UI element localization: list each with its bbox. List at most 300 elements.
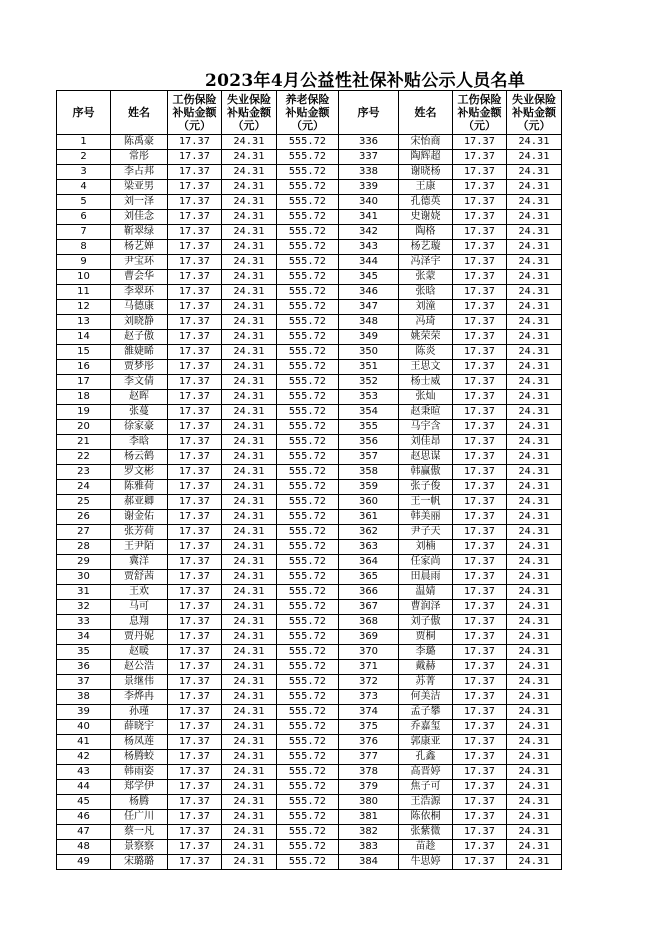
cell-unemployment: 24.31 bbox=[222, 555, 277, 570]
cell-name: 贾丹妮 bbox=[111, 630, 168, 645]
cell-injury: 17.37 bbox=[168, 735, 222, 750]
col-header-injury-line3: （元） bbox=[178, 119, 211, 132]
col-header-injury2-line3: （元） bbox=[463, 119, 496, 132]
cell-seq2: 358 bbox=[339, 465, 399, 480]
cell-name2: 尹子天 bbox=[399, 525, 453, 540]
cell-name2: 李璐 bbox=[399, 645, 453, 660]
cell-unemployment2: 24.31 bbox=[507, 210, 562, 225]
cell-name: 刘佳念 bbox=[111, 210, 168, 225]
cell-injury2: 17.37 bbox=[453, 525, 507, 540]
col-header-pension-line2: 补贴金额 bbox=[285, 106, 330, 119]
table-row bbox=[57, 405, 562, 420]
cell-name2: 郭康亚 bbox=[399, 735, 453, 750]
cell-name2: 孟子攀 bbox=[399, 705, 453, 720]
cell-name2: 田晨雨 bbox=[399, 570, 453, 585]
cell-unemployment: 24.31 bbox=[222, 270, 277, 285]
cell-injury2: 17.37 bbox=[453, 570, 507, 585]
cell-pension: 555.72 bbox=[277, 660, 339, 675]
cell-unemployment: 24.31 bbox=[222, 675, 277, 690]
table-row bbox=[57, 720, 562, 735]
cell-seq: 29 bbox=[57, 555, 111, 570]
cell-seq2: 357 bbox=[339, 450, 399, 465]
cell-pension: 555.72 bbox=[277, 150, 339, 165]
subsidy-table bbox=[56, 90, 562, 870]
cell-injury2: 17.37 bbox=[453, 600, 507, 615]
col-header-pension-line1: 养老保险 bbox=[285, 93, 330, 106]
cell-name: 贾梦彤 bbox=[111, 360, 168, 375]
cell-unemployment: 24.31 bbox=[222, 540, 277, 555]
cell-unemployment: 24.31 bbox=[222, 135, 277, 150]
cell-name: 杨腾蛟 bbox=[111, 750, 168, 765]
cell-pension: 555.72 bbox=[277, 765, 339, 780]
cell-name2: 张晗 bbox=[399, 285, 453, 300]
cell-unemployment2: 24.31 bbox=[507, 720, 562, 735]
cell-unemployment2: 24.31 bbox=[507, 780, 562, 795]
cell-name: 李烨冉 bbox=[111, 690, 168, 705]
col-header-name2: 姓名 bbox=[399, 91, 453, 135]
cell-unemployment2: 24.31 bbox=[507, 615, 562, 630]
cell-seq2: 339 bbox=[339, 180, 399, 195]
table-row bbox=[57, 510, 562, 525]
cell-unemployment: 24.31 bbox=[222, 645, 277, 660]
cell-name2: 刘楠 bbox=[399, 540, 453, 555]
table-row bbox=[57, 750, 562, 765]
cell-unemployment2: 24.31 bbox=[507, 840, 562, 855]
cell-unemployment2: 24.31 bbox=[507, 405, 562, 420]
cell-name: 雒婕睎 bbox=[111, 345, 168, 360]
cell-injury2: 17.37 bbox=[453, 195, 507, 210]
cell-name2: 刘潼 bbox=[399, 300, 453, 315]
cell-injury2: 17.37 bbox=[453, 240, 507, 255]
cell-seq2: 351 bbox=[339, 360, 399, 375]
table-row bbox=[57, 705, 562, 720]
cell-injury2: 17.37 bbox=[453, 765, 507, 780]
cell-seq2: 340 bbox=[339, 195, 399, 210]
cell-unemployment2: 24.31 bbox=[507, 450, 562, 465]
col-header-injury-line2: 补贴金额 bbox=[172, 106, 217, 119]
table-row bbox=[57, 330, 562, 345]
cell-name2: 张蒙 bbox=[399, 270, 453, 285]
table-row bbox=[57, 795, 562, 810]
cell-name2: 陈炎 bbox=[399, 345, 453, 360]
cell-name: 息翔 bbox=[111, 615, 168, 630]
cell-unemployment: 24.31 bbox=[222, 750, 277, 765]
col-header-seq2: 序号 bbox=[339, 91, 399, 135]
cell-injury: 17.37 bbox=[168, 210, 222, 225]
cell-seq2: 367 bbox=[339, 600, 399, 615]
table-row bbox=[57, 585, 562, 600]
cell-seq2: 348 bbox=[339, 315, 399, 330]
table-row bbox=[57, 135, 562, 150]
table-row bbox=[57, 285, 562, 300]
cell-seq: 47 bbox=[57, 825, 111, 840]
cell-seq2: 383 bbox=[339, 840, 399, 855]
cell-seq: 38 bbox=[57, 690, 111, 705]
cell-name2: 陶格 bbox=[399, 225, 453, 240]
document-title: 2023年4月公益性社保补贴公示人员名单 bbox=[205, 71, 526, 91]
cell-injury2: 17.37 bbox=[453, 630, 507, 645]
cell-unemployment: 24.31 bbox=[222, 225, 277, 240]
cell-injury: 17.37 bbox=[168, 720, 222, 735]
cell-name2: 刘佳昂 bbox=[399, 435, 453, 450]
cell-injury: 17.37 bbox=[168, 165, 222, 180]
cell-injury2: 17.37 bbox=[453, 780, 507, 795]
cell-unemployment: 24.31 bbox=[222, 300, 277, 315]
cell-name: 贾舒茜 bbox=[111, 570, 168, 585]
cell-seq: 36 bbox=[57, 660, 111, 675]
cell-injury2: 17.37 bbox=[453, 735, 507, 750]
cell-seq: 45 bbox=[57, 795, 111, 810]
cell-name: 赵子傲 bbox=[111, 330, 168, 345]
cell-unemployment2: 24.31 bbox=[507, 255, 562, 270]
cell-pension: 555.72 bbox=[277, 420, 339, 435]
cell-injury2: 17.37 bbox=[453, 405, 507, 420]
cell-injury2: 17.37 bbox=[453, 795, 507, 810]
cell-unemployment2: 24.31 bbox=[507, 750, 562, 765]
cell-pension: 555.72 bbox=[277, 540, 339, 555]
cell-name: 徐家豪 bbox=[111, 420, 168, 435]
cell-seq2: 338 bbox=[339, 165, 399, 180]
cell-pension: 555.72 bbox=[277, 195, 339, 210]
cell-name2: 任家尚 bbox=[399, 555, 453, 570]
cell-unemployment: 24.31 bbox=[222, 795, 277, 810]
cell-name: 孙瑾 bbox=[111, 705, 168, 720]
cell-name2: 高晋婷 bbox=[399, 765, 453, 780]
cell-injury2: 17.37 bbox=[453, 330, 507, 345]
table-row bbox=[57, 225, 562, 240]
cell-seq: 42 bbox=[57, 750, 111, 765]
cell-pension: 555.72 bbox=[277, 135, 339, 150]
cell-seq2: 360 bbox=[339, 495, 399, 510]
cell-seq: 48 bbox=[57, 840, 111, 855]
cell-name: 郑学伊 bbox=[111, 780, 168, 795]
cell-unemployment2: 24.31 bbox=[507, 270, 562, 285]
cell-pension: 555.72 bbox=[277, 555, 339, 570]
col-header-unemployment2-line2: 补贴金额 bbox=[512, 106, 556, 119]
cell-name2: 韩赢傲 bbox=[399, 465, 453, 480]
cell-seq2: 384 bbox=[339, 855, 399, 870]
col-header-seq: 序号 bbox=[57, 91, 111, 135]
cell-name2: 贾桐 bbox=[399, 630, 453, 645]
table-row bbox=[57, 480, 562, 495]
cell-name2: 冯琦 bbox=[399, 315, 453, 330]
cell-unemployment2: 24.31 bbox=[507, 645, 562, 660]
cell-injury2: 17.37 bbox=[453, 465, 507, 480]
table-row bbox=[57, 810, 562, 825]
cell-name: 杨云鹤 bbox=[111, 450, 168, 465]
cell-pension: 555.72 bbox=[277, 405, 339, 420]
cell-injury: 17.37 bbox=[168, 795, 222, 810]
cell-unemployment2: 24.31 bbox=[507, 630, 562, 645]
cell-pension: 555.72 bbox=[277, 270, 339, 285]
cell-injury: 17.37 bbox=[168, 855, 222, 870]
cell-unemployment: 24.31 bbox=[222, 210, 277, 225]
cell-injury: 17.37 bbox=[168, 645, 222, 660]
cell-unemployment: 24.31 bbox=[222, 570, 277, 585]
cell-name: 李翠环 bbox=[111, 285, 168, 300]
col-header-injury2-line1: 工伤保险 bbox=[457, 93, 502, 106]
cell-unemployment: 24.31 bbox=[222, 315, 277, 330]
cell-seq: 49 bbox=[57, 855, 111, 870]
cell-injury2: 17.37 bbox=[453, 375, 507, 390]
cell-seq2: 370 bbox=[339, 645, 399, 660]
cell-name: 杨凤莲 bbox=[111, 735, 168, 750]
cell-pension: 555.72 bbox=[277, 645, 339, 660]
cell-seq: 35 bbox=[57, 645, 111, 660]
cell-injury2: 17.37 bbox=[453, 825, 507, 840]
cell-unemployment: 24.31 bbox=[222, 720, 277, 735]
cell-seq2: 369 bbox=[339, 630, 399, 645]
cell-seq: 2 bbox=[57, 150, 111, 165]
cell-unemployment: 24.31 bbox=[222, 375, 277, 390]
cell-name: 杨艺婵 bbox=[111, 240, 168, 255]
cell-seq2: 374 bbox=[339, 705, 399, 720]
cell-pension: 555.72 bbox=[277, 630, 339, 645]
cell-unemployment: 24.31 bbox=[222, 600, 277, 615]
cell-unemployment2: 24.31 bbox=[507, 510, 562, 525]
cell-seq: 10 bbox=[57, 270, 111, 285]
cell-unemployment: 24.31 bbox=[222, 255, 277, 270]
cell-unemployment: 24.31 bbox=[222, 495, 277, 510]
cell-name2: 谢晓杨 bbox=[399, 165, 453, 180]
cell-name: 景察察 bbox=[111, 840, 168, 855]
cell-injury2: 17.37 bbox=[453, 720, 507, 735]
cell-seq2: 352 bbox=[339, 375, 399, 390]
table-row bbox=[57, 450, 562, 465]
cell-seq: 32 bbox=[57, 600, 111, 615]
cell-unemployment2: 24.31 bbox=[507, 330, 562, 345]
cell-seq2: 366 bbox=[339, 585, 399, 600]
cell-injury2: 17.37 bbox=[453, 810, 507, 825]
cell-unemployment: 24.31 bbox=[222, 465, 277, 480]
col-header-injury bbox=[168, 91, 222, 135]
cell-seq: 21 bbox=[57, 435, 111, 450]
cell-name: 赵晖 bbox=[111, 390, 168, 405]
cell-unemployment2: 24.31 bbox=[507, 315, 562, 330]
cell-unemployment2: 24.31 bbox=[507, 225, 562, 240]
cell-unemployment2: 24.31 bbox=[507, 420, 562, 435]
cell-seq: 3 bbox=[57, 165, 111, 180]
cell-pension: 555.72 bbox=[277, 825, 339, 840]
cell-pension: 555.72 bbox=[277, 255, 339, 270]
cell-injury2: 17.37 bbox=[453, 750, 507, 765]
cell-pension: 555.72 bbox=[277, 570, 339, 585]
cell-seq: 5 bbox=[57, 195, 111, 210]
cell-unemployment2: 24.31 bbox=[507, 480, 562, 495]
cell-injury2: 17.37 bbox=[453, 690, 507, 705]
cell-injury2: 17.37 bbox=[453, 165, 507, 180]
cell-pension: 555.72 bbox=[277, 345, 339, 360]
cell-seq2: 364 bbox=[339, 555, 399, 570]
cell-unemployment: 24.31 bbox=[222, 360, 277, 375]
cell-injury2: 17.37 bbox=[453, 705, 507, 720]
cell-pension: 555.72 bbox=[277, 705, 339, 720]
cell-name: 刘一泽 bbox=[111, 195, 168, 210]
cell-injury: 17.37 bbox=[168, 180, 222, 195]
table-row bbox=[57, 735, 562, 750]
cell-unemployment2: 24.31 bbox=[507, 435, 562, 450]
cell-unemployment2: 24.31 bbox=[507, 465, 562, 480]
cell-unemployment2: 24.31 bbox=[507, 690, 562, 705]
col-header-unemployment2-line3: （元） bbox=[517, 119, 551, 132]
cell-seq2: 361 bbox=[339, 510, 399, 525]
cell-pension: 555.72 bbox=[277, 165, 339, 180]
cell-injury: 17.37 bbox=[168, 135, 222, 150]
cell-name: 薛晓宇 bbox=[111, 720, 168, 735]
col-header-injury2-line2: 补贴金额 bbox=[457, 106, 502, 119]
cell-injury: 17.37 bbox=[168, 435, 222, 450]
cell-injury2: 17.37 bbox=[453, 420, 507, 435]
table-row bbox=[57, 300, 562, 315]
cell-seq: 22 bbox=[57, 450, 111, 465]
cell-seq: 25 bbox=[57, 495, 111, 510]
cell-seq2: 337 bbox=[339, 150, 399, 165]
cell-unemployment2: 24.31 bbox=[507, 660, 562, 675]
cell-name2: 王浩源 bbox=[399, 795, 453, 810]
cell-unemployment2: 24.31 bbox=[507, 495, 562, 510]
cell-injury: 17.37 bbox=[168, 420, 222, 435]
cell-unemployment2: 24.31 bbox=[507, 135, 562, 150]
cell-pension: 555.72 bbox=[277, 525, 339, 540]
cell-seq: 34 bbox=[57, 630, 111, 645]
cell-name: 李文倩 bbox=[111, 375, 168, 390]
cell-name2: 张子俊 bbox=[399, 480, 453, 495]
cell-unemployment: 24.31 bbox=[222, 195, 277, 210]
table-row bbox=[57, 360, 562, 375]
cell-injury2: 17.37 bbox=[453, 585, 507, 600]
cell-seq2: 346 bbox=[339, 285, 399, 300]
cell-name2: 苏菁 bbox=[399, 675, 453, 690]
cell-seq2: 359 bbox=[339, 480, 399, 495]
cell-injury: 17.37 bbox=[168, 360, 222, 375]
cell-pension: 555.72 bbox=[277, 615, 339, 630]
table-row bbox=[57, 315, 562, 330]
cell-injury: 17.37 bbox=[168, 630, 222, 645]
table-row bbox=[57, 765, 562, 780]
cell-injury: 17.37 bbox=[168, 600, 222, 615]
cell-seq2: 347 bbox=[339, 300, 399, 315]
table-row bbox=[57, 540, 562, 555]
cell-name: 梁亚男 bbox=[111, 180, 168, 195]
cell-unemployment: 24.31 bbox=[222, 150, 277, 165]
cell-unemployment2: 24.31 bbox=[507, 810, 562, 825]
table-row bbox=[57, 840, 562, 855]
cell-unemployment2: 24.31 bbox=[507, 180, 562, 195]
cell-name2: 陶辉超 bbox=[399, 150, 453, 165]
cell-unemployment2: 24.31 bbox=[507, 600, 562, 615]
cell-seq2: 378 bbox=[339, 765, 399, 780]
cell-seq: 12 bbox=[57, 300, 111, 315]
cell-name2: 冯泽宇 bbox=[399, 255, 453, 270]
cell-injury: 17.37 bbox=[168, 780, 222, 795]
cell-injury: 17.37 bbox=[168, 690, 222, 705]
table-row bbox=[57, 645, 562, 660]
cell-unemployment: 24.31 bbox=[222, 330, 277, 345]
cell-injury: 17.37 bbox=[168, 705, 222, 720]
cell-injury: 17.37 bbox=[168, 255, 222, 270]
cell-injury: 17.37 bbox=[168, 285, 222, 300]
cell-seq: 37 bbox=[57, 675, 111, 690]
table-row bbox=[57, 615, 562, 630]
cell-unemployment2: 24.31 bbox=[507, 390, 562, 405]
cell-seq: 11 bbox=[57, 285, 111, 300]
table-row bbox=[57, 255, 562, 270]
col-header-name: 姓名 bbox=[111, 91, 168, 135]
cell-name: 杨腾 bbox=[111, 795, 168, 810]
table-row bbox=[57, 210, 562, 225]
cell-seq2: 365 bbox=[339, 570, 399, 585]
cell-injury: 17.37 bbox=[168, 660, 222, 675]
cell-injury: 17.37 bbox=[168, 555, 222, 570]
cell-injury: 17.37 bbox=[168, 810, 222, 825]
cell-injury: 17.37 bbox=[168, 750, 222, 765]
cell-injury: 17.37 bbox=[168, 375, 222, 390]
cell-name: 冀洋 bbox=[111, 555, 168, 570]
cell-injury: 17.37 bbox=[168, 195, 222, 210]
cell-pension: 555.72 bbox=[277, 435, 339, 450]
cell-injury2: 17.37 bbox=[453, 180, 507, 195]
cell-unemployment: 24.31 bbox=[222, 435, 277, 450]
table-row bbox=[57, 270, 562, 285]
cell-name2: 张紫微 bbox=[399, 825, 453, 840]
cell-name2: 杨艺璇 bbox=[399, 240, 453, 255]
cell-unemployment: 24.31 bbox=[222, 840, 277, 855]
cell-injury: 17.37 bbox=[168, 390, 222, 405]
cell-name2: 苗趁 bbox=[399, 840, 453, 855]
cell-injury2: 17.37 bbox=[453, 450, 507, 465]
cell-seq2: 356 bbox=[339, 435, 399, 450]
cell-pension: 555.72 bbox=[277, 855, 339, 870]
cell-injury2: 17.37 bbox=[453, 210, 507, 225]
cell-name2: 史谢娆 bbox=[399, 210, 453, 225]
cell-name2: 王一帆 bbox=[399, 495, 453, 510]
table-row bbox=[57, 465, 562, 480]
col-header-injury-line1: 工伤保险 bbox=[172, 93, 217, 106]
table-row bbox=[57, 855, 562, 870]
cell-unemployment2: 24.31 bbox=[507, 795, 562, 810]
cell-pension: 555.72 bbox=[277, 675, 339, 690]
cell-unemployment: 24.31 bbox=[222, 855, 277, 870]
cell-seq: 43 bbox=[57, 765, 111, 780]
cell-seq2: 341 bbox=[339, 210, 399, 225]
cell-seq: 17 bbox=[57, 375, 111, 390]
cell-unemployment: 24.31 bbox=[222, 660, 277, 675]
cell-unemployment: 24.31 bbox=[222, 240, 277, 255]
cell-seq: 26 bbox=[57, 510, 111, 525]
cell-unemployment: 24.31 bbox=[222, 585, 277, 600]
cell-pension: 555.72 bbox=[277, 225, 339, 240]
cell-pension: 555.72 bbox=[277, 840, 339, 855]
cell-pension: 555.72 bbox=[277, 180, 339, 195]
cell-seq2: 355 bbox=[339, 420, 399, 435]
cell-injury: 17.37 bbox=[168, 345, 222, 360]
cell-unemployment: 24.31 bbox=[222, 180, 277, 195]
cell-name: 蔡一凡 bbox=[111, 825, 168, 840]
cell-seq2: 350 bbox=[339, 345, 399, 360]
cell-injury: 17.37 bbox=[168, 585, 222, 600]
col-header-unemployment2 bbox=[507, 91, 562, 135]
cell-unemployment2: 24.31 bbox=[507, 735, 562, 750]
cell-name: 马德康 bbox=[111, 300, 168, 315]
col-header-pension bbox=[277, 91, 339, 135]
cell-injury2: 17.37 bbox=[453, 135, 507, 150]
cell-unemployment: 24.31 bbox=[222, 510, 277, 525]
cell-name: 陈雅荷 bbox=[111, 480, 168, 495]
cell-unemployment: 24.31 bbox=[222, 165, 277, 180]
cell-seq2: 362 bbox=[339, 525, 399, 540]
cell-name: 李占邦 bbox=[111, 165, 168, 180]
table-header-row bbox=[57, 91, 562, 135]
